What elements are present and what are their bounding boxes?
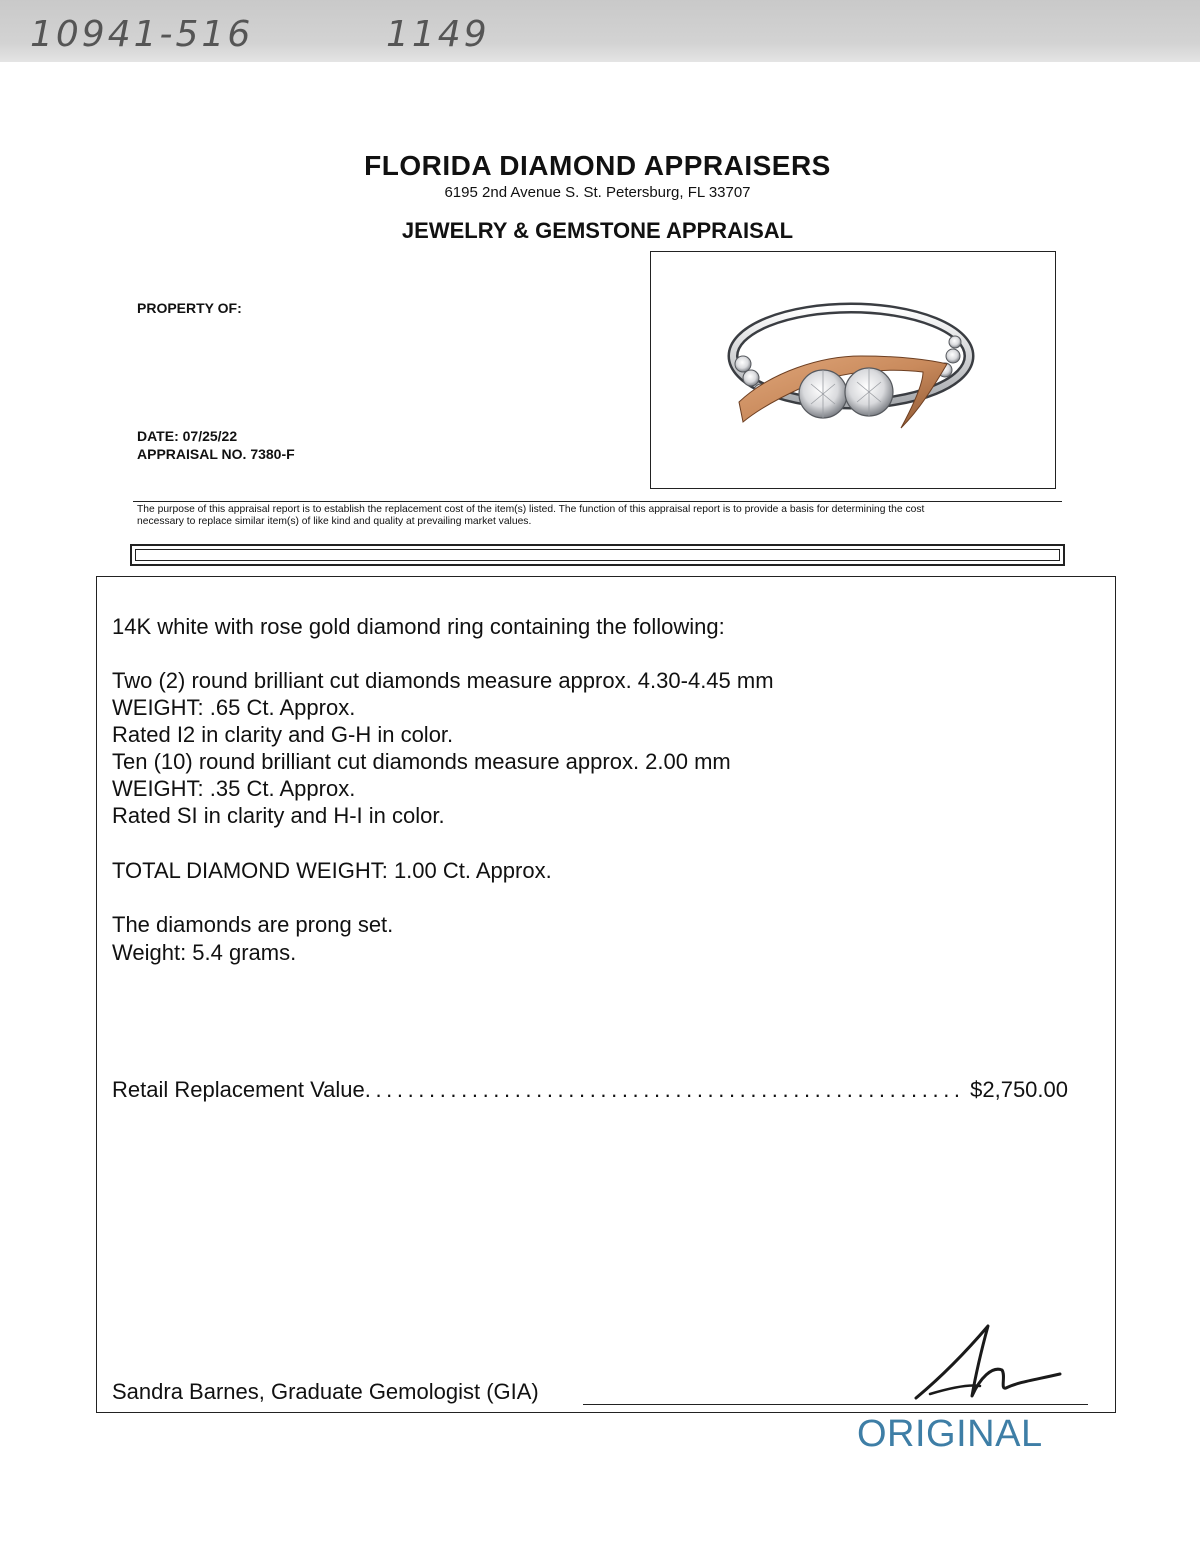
signatory-name: Sandra Barnes, Graduate Gemologist (GIA)	[112, 1379, 539, 1404]
handwritten-signature	[910, 1318, 1070, 1408]
value-leader-dots: ........................................................	[364, 1077, 965, 1102]
retail-replacement-value	[112, 1077, 1068, 1103]
detail-line: Ten (10) round brilliant cut diamonds measure approx. 2.00 mm	[112, 749, 731, 774]
divider-bar	[130, 544, 1065, 566]
company-address: 6195 2nd Avenue S. St. Petersburg, FL 33707	[444, 184, 751, 201]
purpose-statement	[137, 504, 1067, 528]
item-description: 14K white with rose gold diamond ring containing the following:	[112, 614, 725, 639]
property-of-label: PROPERTY OF:	[137, 300, 242, 316]
metal-weight: Weight: 5.4 grams.	[112, 940, 297, 965]
appraisal-number: APPRAISAL NO. 7380-F	[137, 446, 295, 462]
value-amount: $2,750.00	[970, 1077, 1068, 1102]
setting-type: The diamonds are prong set.	[112, 912, 394, 937]
purpose-rule	[133, 501, 1062, 502]
total-diamond-weight: TOTAL DIAMOND WEIGHT: 1.00 Ct. Approx.	[112, 858, 552, 883]
value-label: Retail Replacement Value	[112, 1077, 365, 1102]
detail-line: Rated I2 in clarity and G-H in color.	[112, 722, 454, 747]
detail-line: Two (2) round brilliant cut diamonds measure approx. 4.30-4.45 mm	[112, 668, 774, 693]
original-stamp: ORIGINAL	[857, 1413, 1043, 1455]
purpose-line-2: necessary to replace similar item(s) of like kind and quality at prevailing market values.	[137, 516, 532, 527]
diamond-ring-photo	[651, 252, 1055, 488]
appraisal-date: DATE: 07/25/22	[137, 428, 238, 444]
purpose-line-1: The purpose of this appraisal report is to establish the replacement cost of the item(s) listed. The function of this appraisal report is to provide a basis for determining the cost	[137, 504, 925, 515]
ring-photo-frame	[650, 251, 1056, 489]
handwritten-ref-number: 10941-516	[30, 14, 254, 55]
report-title: JEWELRY & GEMSTONE APPRAISAL	[401, 218, 794, 243]
detail-line: WEIGHT: .35 Ct. Approx.	[112, 776, 356, 801]
detail-line: WEIGHT: .65 Ct. Approx.	[112, 695, 356, 720]
handwritten-item-number: 1149	[386, 14, 490, 55]
divider-bar-inner	[135, 549, 1060, 561]
company-name: FLORIDA DIAMOND APPRAISERS	[364, 150, 831, 181]
detail-line: Rated SI in clarity and H-I in color.	[112, 803, 445, 828]
